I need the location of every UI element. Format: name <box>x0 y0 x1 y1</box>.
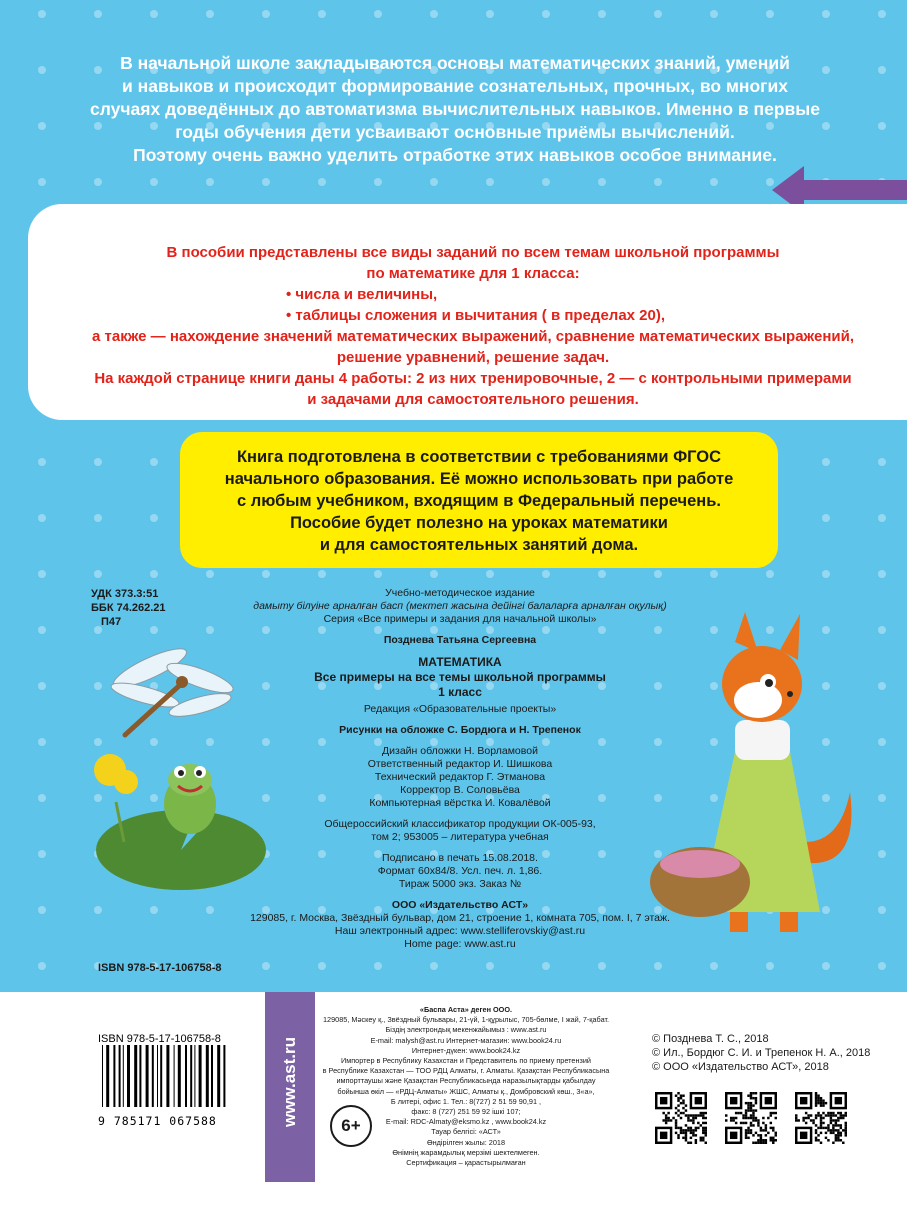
kz-line: Сертификация – қарастырылмаған <box>406 1158 526 1168</box>
description-line: и задачами для самостоятельного решения. <box>307 391 639 408</box>
copyright-line: © ООО «Издательство АСТ», 2018 <box>652 1061 829 1073</box>
layout-credit: Компьютерная вёрстка И. Ковалёвой <box>369 797 551 809</box>
kz-line: 129085, Мәскеу қ., Звёздный бульвары, 21-үй, 1-құрылыс, 705-бөлме, I жай, 7-қабат. <box>322 1015 610 1025</box>
illustrations-credit: Рисунки на обложке С. Бордюга и Н. Трепенок <box>339 724 581 736</box>
edition-type: Учебно-методическое издание <box>385 587 535 599</box>
fgos-panel <box>180 432 778 568</box>
kz-note: дамыту білуіне арналған басп (мектеп жасына дейінгі балаларға арналған оқулық) <box>253 600 667 612</box>
description-line: по математике для 1 класса: <box>366 265 580 282</box>
fgos-line: и для самостоятельных занятий дома. <box>319 536 639 554</box>
print-run: Тираж 5000 экз. Заказ № <box>398 878 522 890</box>
classifier: Общероссийский классификатор продукции ОК-005-93, <box>324 818 596 830</box>
author: Позднева Татьяна Сергеевна <box>383 634 537 646</box>
format: Формат 60х84/8. Усл. печ. л. 1,86. <box>377 865 543 877</box>
description-bullet: • числа и величины, <box>286 286 438 303</box>
fgos-line: начального образования. Её можно использовать при работе <box>224 470 734 488</box>
editor-credit: Ответственный редактор И. Шишкова <box>367 758 553 770</box>
kz-line: Б литері, офис 1. Тел.: 8(727) 2 51 59 90,91 , <box>390 1096 542 1106</box>
site-url[interactable]: www.ast.ru <box>280 1036 299 1128</box>
kz-line: факс: 8 (727) 251 59 92 ішкі 107; <box>411 1107 521 1117</box>
barcode-isbn: ISBN 978-5-17-106758-8 <box>98 1033 221 1045</box>
kz-line: Импортер в Республику Казахстан и Представитель по приему претензий <box>340 1056 592 1066</box>
kz-line: Біздің электрондық мекенжайымыз : www.ast.ru <box>385 1025 547 1035</box>
classifier: том 2; 953005 – литература учебная <box>371 831 549 843</box>
copyright-block <box>652 1032 870 1074</box>
barcode-icon <box>98 1045 230 1107</box>
qr-code-icon[interactable] <box>795 1092 847 1144</box>
book-grade: 1 класс <box>438 685 482 699</box>
kz-line: бойынша өкіл — «РДЦ-Алматы» ЖШС, Алматы қ., Домбровский көш., 3«а», <box>337 1086 595 1096</box>
copyright-line: © Ил., Бордюг С. И. и Трепенок Н. А., 2018 <box>652 1047 871 1059</box>
kz-line: в Республике Казахстан — ТОО РДЦ Алматы, г. Алматы. Қазақстан Республикасына <box>322 1066 610 1076</box>
series: Серия «Все примеры и задания для начальной школы» <box>323 613 597 625</box>
intro-line: годы обучения дети усваивают основные приёмы вычислений. <box>175 122 735 142</box>
publisher: ООО «Издательство АСТ» <box>391 899 529 911</box>
copyright-line: © Позднева Т. С., 2018 <box>652 1033 769 1045</box>
kz-line: «Баспа Аста» деген ООО. <box>419 1005 513 1014</box>
description-line: В пособии представлены все виды заданий по всем темам школьной программы <box>166 244 780 261</box>
udk-code: УДК 373.3:51 <box>91 588 159 600</box>
publisher-homepage: Home page: www.ast.ru <box>404 938 516 950</box>
imprint-block <box>250 587 670 951</box>
qr-code-icon[interactable] <box>725 1092 777 1144</box>
bbk-code: ББК 74.262.21 <box>91 602 166 614</box>
kz-line: Тауар белгісі: «АСТ» <box>431 1127 501 1137</box>
barcode-block <box>98 1033 230 1128</box>
kz-line: Өнімнің жарамдылық мерзімі шектелмеген. <box>392 1147 540 1157</box>
publisher-email: Наш электронный адрес: www.stelliferovskiy@ast.ru <box>334 925 586 937</box>
kz-info-block <box>320 1005 612 1168</box>
isbn-top: ISBN 978-5-17-106758-8 <box>98 962 222 974</box>
site-strip <box>265 992 315 1182</box>
intro-line: Поэтому очень важно уделить отработке этих навыков особое внимание. <box>133 145 777 165</box>
book-subtitle: Все примеры на все темы школьной программы <box>314 670 606 684</box>
intro-line: случаях доведённых до автоматизма вычислительных навыков. Именно в первые <box>90 99 820 119</box>
qr-code-icon[interactable] <box>655 1092 707 1144</box>
description-line: На каждой странице книги даны 4 работы: 2 из них тренировочные, 2 — с контрольными примерами <box>94 370 852 387</box>
dragonfly-illustration <box>100 640 240 740</box>
design-credit: Дизайн обложки Н. Ворламовой <box>382 745 538 757</box>
description-bullet: • таблицы сложения и вычитания ( в пределах 20), <box>286 307 666 324</box>
publisher-address: 129085, г. Москва, Звёздный бульвар, дом 21, строение 1, комната 705, пом. I, 7 этаж. <box>250 912 670 924</box>
description-line: а также — нахождение значений математических выражений, сравнение математических выражений, <box>92 328 854 345</box>
fox-illustration <box>640 612 870 952</box>
kz-line: импорттаушы және Қазақстан Республикасында наразылықтарды қабылдау <box>336 1076 596 1086</box>
corrector-credit: Корректор В. Соловьёва <box>400 784 520 796</box>
book-title: МАТЕМАТИКА <box>418 655 502 669</box>
kz-line: E-mail: RDC-Almaty@eksmo.kz , www.book24.kz <box>385 1117 547 1127</box>
barcode-digits: 9 785171 067588 <box>98 1114 217 1128</box>
description-line: решение уравнений, решение задач. <box>336 349 610 366</box>
kz-line: E-mail: malysh@ast.ru Интернет-магазин: www.book24.ru <box>370 1035 562 1045</box>
frog-on-lily-pad-illustration <box>86 742 266 892</box>
fgos-line: Пособие будет полезно на уроках математики <box>290 514 668 532</box>
intro-paragraph <box>60 52 850 167</box>
kz-line: Интернет-дүкен: www.book24.kz <box>411 1045 521 1055</box>
tech-editor-credit: Технический редактор Г. Этманова <box>374 771 546 783</box>
intro-line: В начальной школе закладываются основы математических знаний, умений <box>120 53 790 73</box>
intro-line: и навыков и происходит формирование сознательных, прочных, во многих <box>122 76 788 96</box>
udk-block <box>91 587 166 629</box>
fgos-line: Книга подготовлена в соответствии с требованиями ФГОС <box>236 448 722 466</box>
author-mark: П47 <box>101 616 122 628</box>
fgos-line: с любым учебником, входящим в Федеральный перечень. <box>237 492 721 510</box>
kz-line: Өндірілген жылы: 2018 <box>426 1137 506 1147</box>
signed-date: Подписано в печать 15.08.2018. <box>382 852 538 864</box>
description-panel <box>28 204 907 420</box>
age-rating-badge: 6+ <box>330 1105 372 1147</box>
editorial: Редакция «Образовательные проекты» <box>363 703 557 715</box>
